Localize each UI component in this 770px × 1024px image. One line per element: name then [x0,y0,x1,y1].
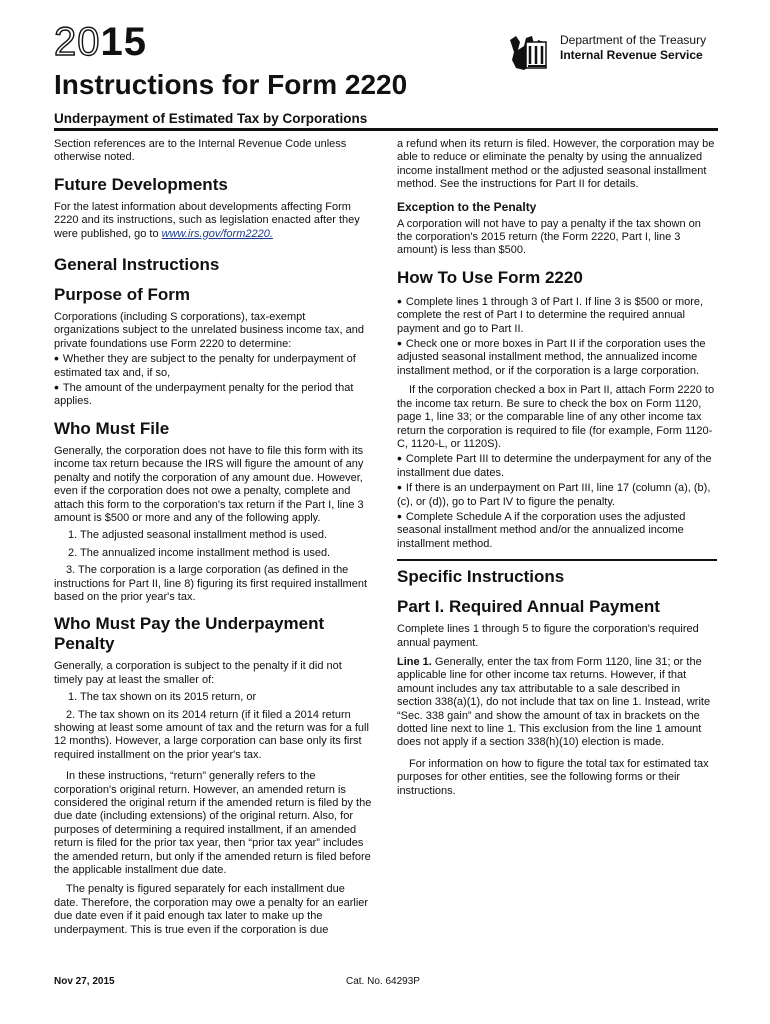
who-must-pay-item-1: 1. The tax shown on its 2015 return, or [68,691,257,704]
who-must-pay-text: Generally, a corporation is subject to the penalty if it did not timely pay at least the smaller of: [54,660,342,686]
footer-cat-number: Cat. No. 64293P [346,976,420,987]
right-column [397,138,717,802]
page-title: Instructions for Form 2220 [54,69,408,100]
who-must-pay-item-2: 2. The tax shown on its 2014 return (if it filed a 2014 return showing at least some amount of tax and the return was for a full 12 months). However, a large corporation can base only its first required installment on the prior year's tax. [54,708,369,761]
header-rule [54,128,718,131]
exception-heading: Exception to the Penalty [397,199,537,214]
footer-date: Nov 27, 2015 [54,976,115,987]
line1-paragraph [397,656,717,750]
continued-text: a refund when its return is filed. However, the corporation may be able to reduce or eliminate the penalty by using the annualized income installment method or the adjusted seasonal installment method. See the instructions for Part II for details. [397,138,715,191]
year-outline: 20 [54,20,101,64]
left-column [54,138,372,941]
who-must-pay-para-2: In these instructions, “return” generally refers to the corporation's original return. However, an amended return is considered the original return if the amended return is filed by the due date (including extensions) of the original return. Also, for purposes of determining a required installment, if an amended return is filed for the prior tax year, then “prior tax year” includes the amended return, but only if the amended return is filed before the applicable installment due date. [54,770,372,877]
dept-irs: Internal Revenue Service [560,48,703,62]
general-instructions-heading: General Instructions [54,255,220,275]
who-must-file-item-2: 2. The annualized income installment method is used. [68,546,331,559]
specific-instructions-heading: Specific Instructions [397,559,717,587]
form2220-link[interactable]: www.irs.gov/form2220. [161,227,273,240]
how-to-use-heading: How To Use Form 2220 [397,267,583,287]
future-developments-text: For the latest information about developments affecting Form 2220 and its instructions, such as legislation enacted after they were published, go to www.irs.gov/form2220. [54,200,360,240]
purpose-heading: Purpose of Form [54,285,191,305]
who-must-pay-heading: Who Must Pay the Underpayment Penalty [54,614,325,654]
how-to-bullet-2: • Check one or more boxes in Part II if the corporation uses the adjusted seasonal installment method, the annualized income installment method, or if the corporation is a large corporation. [397,336,717,378]
how-to-bullet-3: • Complete Part III to determine the underpayment for any of the installment due dates. [397,451,717,480]
department-heading [560,33,706,63]
purpose-text: Corporations (including S corporations), tax-exempt organizations subject to the unrelated business income tax, and private foundations use Form 2220 to determine: [54,311,365,350]
part1-heading: Part I. Required Annual Payment [397,597,660,617]
who-must-file-item-1: 1. The adjusted seasonal installment method is used. [68,529,328,542]
irs-eagle-logo-icon [506,34,554,74]
part1-text: Complete lines 1 through 5 to figure the corporation's required annual payment. [397,623,699,649]
line1-label: Line 1. [397,655,432,668]
who-must-file-item-3: 3. The corporation is a large corporation (as defined in the instructions for Part II, line 8) figuring its first required installment based on the prior year's tax. [54,564,368,603]
who-must-pay-para-3: The penalty is figured separately for each installment due date. Therefore, the corporation may owe a penalty for an earlier due date even if it paid enough tax later to make up the underpayment. This is true even if the corporation is due [54,883,369,936]
year-solid: 15 [100,20,147,64]
exception-text: A corporation will not have to pay a penalty if the tax shown on the corporation's 2015 return (the Form 2220, Part I, line 3 amount) is less than $500. [397,217,701,257]
who-must-file-text: Generally, the corporation does not have to file this form with its income tax return because the IRS will figure the amount of any penalty and notify the corporation of any amount due. However, even if the corporation does not owe a penalty, complete and attach this form to the corporation's tax return if the Part I, line 3 amount is $500 or more and any of the following apply. [54,444,364,524]
tax-year [54,20,147,64]
dept-treasury: Department of the Treasury [560,33,707,47]
purpose-bullet-1: • Whether they are subject to the penalty for underpayment of estimated tax and, if so, [54,351,372,380]
line1-text: Generally, enter the tax from Form 1120, line 31; or the applicable line for other income tax returns. However, if that amount includes any tax attributable to a sale described in section 338(a)(1), do not include that tax on line 1. Instead, write “Sec. 338 gain” and show the amount of tax in brackets on the dotted line next to line 1. This exclusion from the line 1 amount does not apply if a section 338(h)(10) election is made. [397,655,711,749]
page-subtitle: Underpayment of Estimated Tax by Corporations [54,111,368,126]
purpose-bullet-2: • The amount of the underpayment penalty for the period that applies. [54,380,372,409]
who-must-file-heading: Who Must File [54,418,170,438]
how-to-bullet-5: • Complete Schedule A if the corporation uses the adjusted seasonal installment method and/or the annualized income installment method. [397,509,717,551]
future-developments-heading: Future Developments [54,174,228,194]
intro-text: Section references are to the Internal Revenue Code unless otherwise noted. [54,138,347,164]
how-to-bullet-4: • If there is an underpayment on Part III, line 17 (column (a), (b), (c), or (d)), go to Part IV to figure the penalty. [397,480,717,509]
how-to-para: If the corporation checked a box in Part II, attach Form 2220 to the income tax return. Be sure to check the box on Form 1120, page 1, line 33; or the comparable line of any other income tax return the corporation is required to file (for example, Form 1120-C, 1120-L, or 1120S). [397,384,715,450]
how-to-bullet-1: • Complete lines 1 through 3 of Part I. If line 3 is $500 or more, complete the rest of Part I to determine the required annual payment and go to Part II. [397,294,717,336]
other-entities-text: For information on how to figure the total tax for estimated tax purposes for other entities, see the following forms or their instructions. [397,757,709,797]
